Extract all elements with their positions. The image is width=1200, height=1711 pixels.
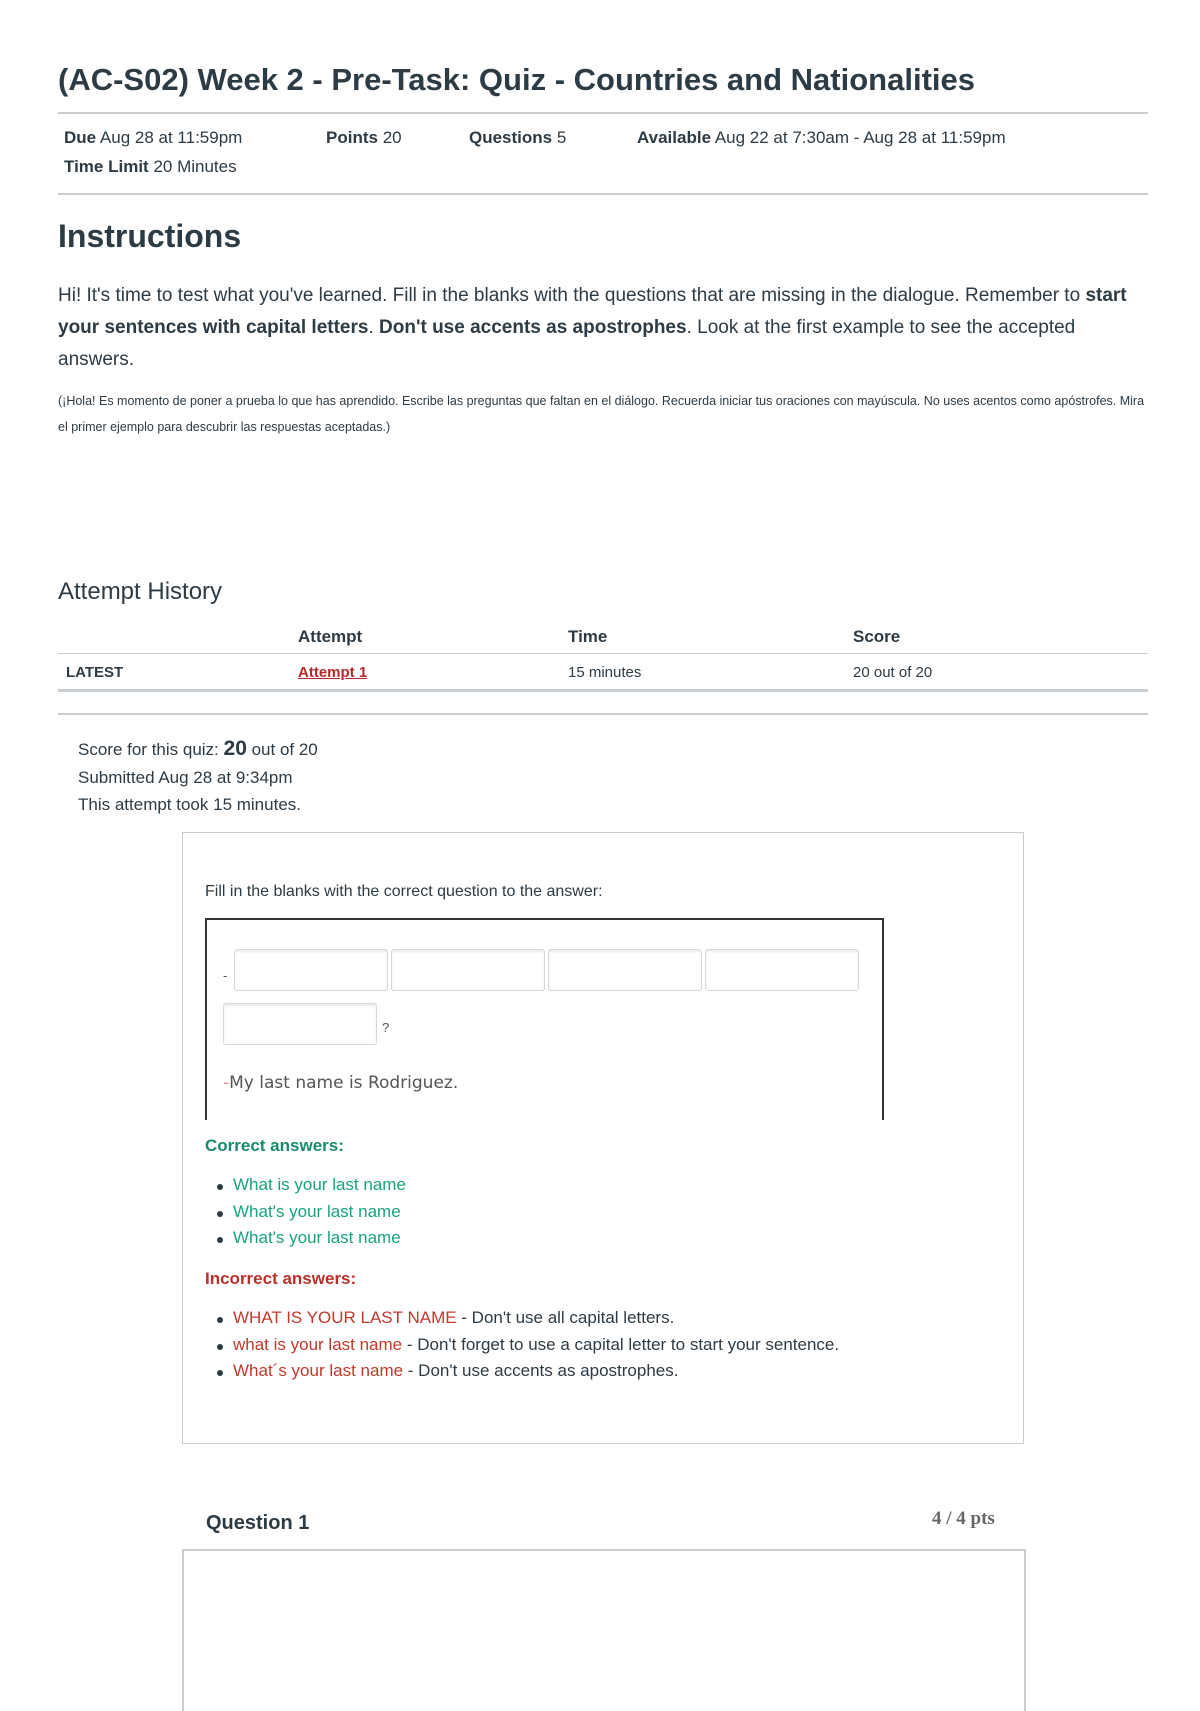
points-meta: Points 20 — [326, 128, 402, 147]
title-divider — [58, 112, 1148, 114]
col-score: Score — [853, 627, 901, 646]
col-attempt: Attempt — [298, 627, 363, 646]
attempt-time: 15 minutes — [568, 664, 642, 681]
attempt-1-link[interactable]: Attempt 1 — [298, 664, 368, 681]
attempt-history-heading: Attempt History — [58, 578, 223, 605]
meta-divider — [58, 193, 1148, 195]
dialogue-dash: - — [223, 968, 228, 983]
list-item: What is your last name — [205, 1175, 406, 1202]
question-1-points: 4 / 4 pts — [932, 1508, 995, 1529]
question-1-label: Question 1 — [206, 1512, 310, 1534]
list-item: What's your last name — [205, 1228, 406, 1255]
blank-input-2[interactable] — [391, 949, 545, 991]
example-dialogue-frame — [205, 918, 884, 1120]
col-time: Time — [568, 627, 608, 646]
available-meta: Available Aug 22 at 7:30am - Aug 28 at 11:59pm — [637, 128, 1006, 147]
score-value: 20 — [223, 737, 247, 760]
table-bottom-divider — [58, 689, 1148, 692]
question-mark: ? — [382, 1020, 390, 1035]
score-summary: Score for this quiz: 20 out of 20 — [78, 737, 318, 760]
incorrect-answers-title: Incorrect answers: — [205, 1269, 357, 1288]
questions-meta: Questions 5 — [469, 128, 567, 147]
page-title: (AC-S02) Week 2 - Pre-Task: Quiz - Countries and Nationalities — [58, 62, 975, 97]
instructions-heading: Instructions — [58, 218, 242, 254]
blank-input-1[interactable] — [234, 949, 388, 991]
instructions-spanish: (¡Hola! Es momento de poner a prueba lo que has aprendido. Escribe las preguntas que faltan en el diálogo. Recuerda iniciar tus oraciones con mayúscula. No uses acentos como apóstrofes. Mira el primer ejemplo para descubrir las respuestas aceptadas.) — [58, 394, 1145, 434]
dialogue-reply: -My last name is Rodriguez. — [223, 1073, 459, 1093]
duration-text: This attempt took 15 minutes. — [78, 795, 301, 814]
due-meta: Due Aug 28 at 11:59pm — [64, 128, 243, 147]
correct-answers-list — [205, 1175, 406, 1255]
submitted-text: Submitted Aug 28 at 9:34pm — [78, 768, 293, 787]
instructions-text: Hi! It's time to test what you've learned. Fill in the blanks with the questions that are missing in the dialogue. Remember to start your sentences with capital letters. Don't use accents as apostrophes. Look at the first example to see the accepted answers. — [58, 285, 1127, 370]
attempt-score: 20 out of 20 — [853, 664, 933, 681]
result-divider — [58, 713, 1148, 715]
time-limit-meta: Time Limit 20 Minutes — [64, 157, 237, 176]
incorrect-answers-list — [205, 1308, 839, 1388]
list-item: what is your last name - Don't forget to use a capital letter to start your sentence. — [205, 1335, 839, 1362]
blank-input-4[interactable] — [705, 949, 859, 991]
blank-input-3[interactable] — [548, 949, 702, 991]
list-item: What´s your last name - Don't use accents as apostrophes. — [205, 1361, 839, 1388]
list-item: What's your last name — [205, 1202, 406, 1229]
correct-answers-title: Correct answers: — [205, 1136, 344, 1155]
row-label-latest: LATEST — [66, 664, 124, 681]
blank-input-5[interactable] — [223, 1003, 377, 1045]
table-header-divider — [58, 653, 1148, 654]
example-box — [182, 832, 1024, 1444]
example-prompt: Fill in the blanks with the correct question to the answer: — [205, 883, 603, 900]
list-item: WHAT IS YOUR LAST NAME - Don't use all capital letters. — [205, 1308, 839, 1335]
question-1-box — [182, 1549, 1026, 1711]
